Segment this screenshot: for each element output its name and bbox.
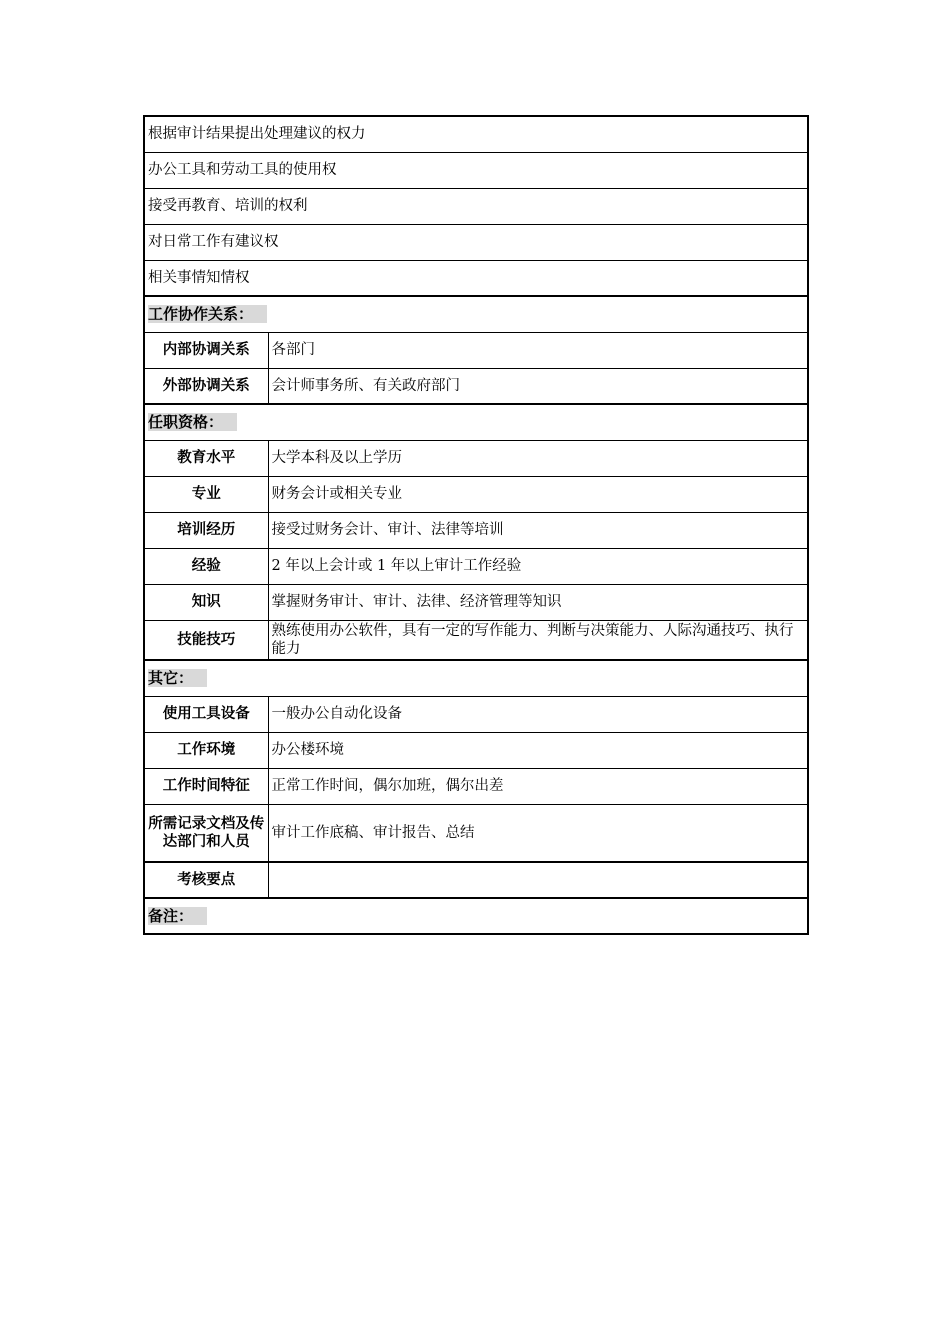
- rights-row: [144, 260, 808, 296]
- records-label: 所需记录文档及传达部门和人员: [144, 804, 268, 862]
- environment-value: 办公楼环境: [268, 732, 808, 768]
- other-header: 其它：: [148, 669, 207, 687]
- work-time-value: 正常工作时间，偶尔加班，偶尔出差: [268, 768, 808, 804]
- table-row: [144, 584, 808, 620]
- right-item-5: 相关事情知情权: [144, 260, 808, 296]
- rights-row: [144, 188, 808, 224]
- table-row: [144, 476, 808, 512]
- work-time-label: 工作时间特征: [144, 768, 268, 804]
- collaboration-section-header: [144, 296, 808, 332]
- table-row: [144, 620, 808, 660]
- external-coordination-value: 会计师事务所、有关政府部门: [268, 368, 808, 404]
- table-row: [144, 368, 808, 404]
- right-item-1: 根据审计结果提出处理建议的权力: [144, 116, 808, 152]
- assessment-value: [268, 862, 808, 898]
- right-item-3: 接受再教育、培训的权利: [144, 188, 808, 224]
- right-item-2: 办公工具和劳动工具的使用权: [144, 152, 808, 188]
- table-row: [144, 862, 808, 898]
- training-label: 培训经历: [144, 512, 268, 548]
- knowledge-value: 掌握财务审计、审计、法律、经济管理等知识: [268, 584, 808, 620]
- tools-value: 一般办公自动化设备: [268, 696, 808, 732]
- table-row: [144, 512, 808, 548]
- rights-row: [144, 152, 808, 188]
- table-row: [144, 768, 808, 804]
- table-row: [144, 440, 808, 476]
- training-value: 接受过财务会计、审计、法律等培训: [268, 512, 808, 548]
- environment-label: 工作环境: [144, 732, 268, 768]
- rights-row: [144, 224, 808, 260]
- experience-label: 经验: [144, 548, 268, 584]
- experience-value: 2 年以上会计或 1 年以上审计工作经验: [268, 548, 808, 584]
- right-item-4: 对日常工作有建议权: [144, 224, 808, 260]
- table-row: [144, 696, 808, 732]
- qualifications-section-header: [144, 404, 808, 440]
- table-row: [144, 804, 808, 862]
- knowledge-label: 知识: [144, 584, 268, 620]
- tools-label: 使用工具设备: [144, 696, 268, 732]
- internal-coordination-value: 各部门: [268, 332, 808, 368]
- internal-coordination-label: 内部协调关系: [144, 332, 268, 368]
- education-value: 大学本科及以上学历: [268, 440, 808, 476]
- major-value: 财务会计或相关专业: [268, 476, 808, 512]
- other-section-header: [144, 660, 808, 696]
- skills-label: 技能技巧: [144, 620, 268, 660]
- job-description-table: [143, 115, 809, 935]
- external-coordination-label: 外部协调关系: [144, 368, 268, 404]
- remarks-section-header: [144, 898, 808, 934]
- table-row: [144, 332, 808, 368]
- table-row: [144, 548, 808, 584]
- records-value: 审计工作底稿、审计报告、总结: [268, 804, 808, 862]
- rights-row: [144, 116, 808, 152]
- qualifications-header: 任职资格：: [148, 413, 237, 431]
- table-row: [144, 732, 808, 768]
- remarks-header: 备注：: [148, 907, 207, 925]
- assessment-label: 考核要点: [144, 862, 268, 898]
- skills-value: 熟练使用办公软件，具有一定的写作能力、判断与决策能力、人际沟通技巧、执行能力: [268, 620, 808, 660]
- collaboration-header: 工作协作关系：: [148, 305, 267, 323]
- major-label: 专业: [144, 476, 268, 512]
- education-label: 教育水平: [144, 440, 268, 476]
